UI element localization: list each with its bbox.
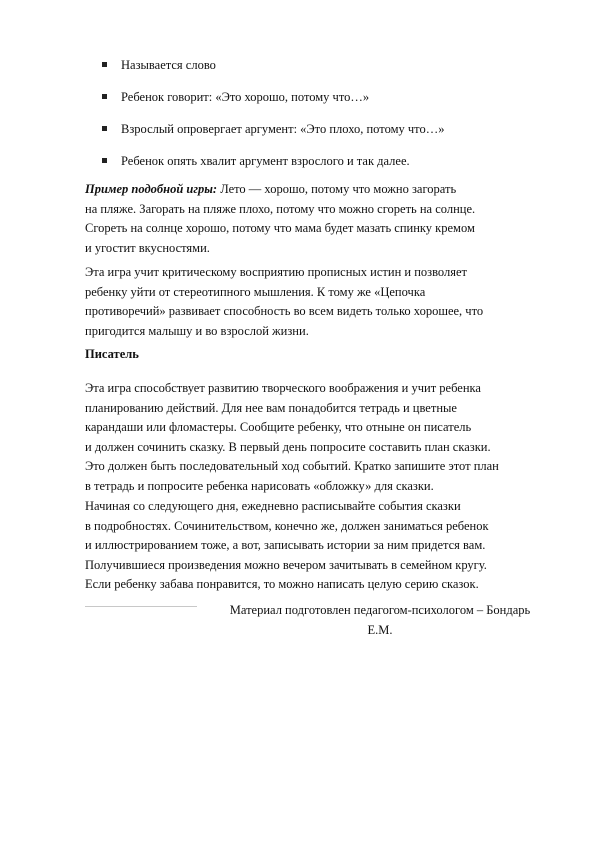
paragraph-line: Эта игра учит критическому восприятию прописных истин и позволяет [85, 265, 467, 279]
paragraph-line: Это должен быть последовательный ход событий. Кратко запишите этот план [85, 459, 499, 473]
example-line: Лето — хорошо, потому что можно загорать [217, 182, 457, 196]
paragraph-line: ребенку уйти от стереотипного мышления. К тому же «Цепочка [85, 284, 426, 299]
list-item-text: Называется слово [121, 58, 216, 72]
author-credit [200, 600, 560, 640]
paragraph-line: Начиная со следующего дня, ежедневно расписывайте события сказки [85, 499, 461, 513]
credit-line: Е.М. [367, 623, 393, 637]
paragraph-line: и должен сочинить сказку. В первый день попросите составить план сказки. [85, 439, 491, 454]
list-item [102, 89, 562, 105]
example-line: на пляже. Загорать на пляже плохо, потому что можно сгореть на солнце. [85, 201, 476, 216]
paragraph-line: в подробностях. Сочинительством, конечно же, должен заниматься ребенок [85, 518, 489, 533]
example-line: и угостит вкусностями. [85, 240, 210, 255]
paragraph-line: Если ребенку забава понравится, то можно написать целую серию сказок. [85, 577, 479, 591]
square-bullet-icon [102, 94, 107, 99]
list-item [102, 57, 562, 73]
critical-thinking-paragraph [85, 263, 535, 341]
paragraph-line: в тетрадь и попросите ребенка нарисовать «обложку» для сказки. [85, 478, 434, 493]
section-heading: Писатель [85, 347, 139, 361]
paragraph-line: карандаши или фломастеры. Сообщите ребенку, что отныне он писатель [85, 420, 472, 434]
example-label: Пример подобной игры: [85, 182, 218, 196]
example-line: Сгореть на солнце хорошо, потому что мама будет мазать спинку кремом [85, 221, 475, 235]
steps-list [102, 57, 562, 169]
credit-line: Материал подготовлен педагогом-психологом – Бондарь [229, 603, 531, 617]
daily-writing-paragraph [85, 497, 535, 595]
writer-game-paragraph [85, 379, 535, 496]
paragraph-line: и иллюстрированием тоже, а вот, записывать истории за ним придется вам. [85, 538, 486, 552]
paragraph-line: противоречий» развивает способность во всем видеть только хорошее, что [85, 304, 484, 318]
example-paragraph [85, 180, 535, 258]
paragraph-line: Получившиеся произведения можно вечером зачитывать в семейном кругу. [85, 557, 487, 572]
paragraph-line: планированию действий. Для нее вам понадобится тетрадь и цветные [85, 400, 457, 415]
list-item [102, 153, 562, 169]
list-item-text: Ребенок опять хвалит аргумент взрослого и так далее. [121, 154, 410, 168]
list-item [102, 121, 562, 137]
square-bullet-icon [102, 158, 107, 163]
list-item-text: Ребенок говорит: «Это хорошо, потому что…» [121, 90, 370, 104]
square-bullet-icon [102, 62, 107, 67]
paragraph-line: пригодится малышу и во взрослой жизни. [85, 323, 309, 338]
square-bullet-icon [102, 126, 107, 131]
paragraph-line: Эта игра способствует развитию творческого воображения и учит ребенка [85, 381, 481, 395]
divider [85, 606, 197, 607]
list-item-text: Взрослый опровергает аргумент: «Это плохо, потому что…» [121, 122, 445, 136]
